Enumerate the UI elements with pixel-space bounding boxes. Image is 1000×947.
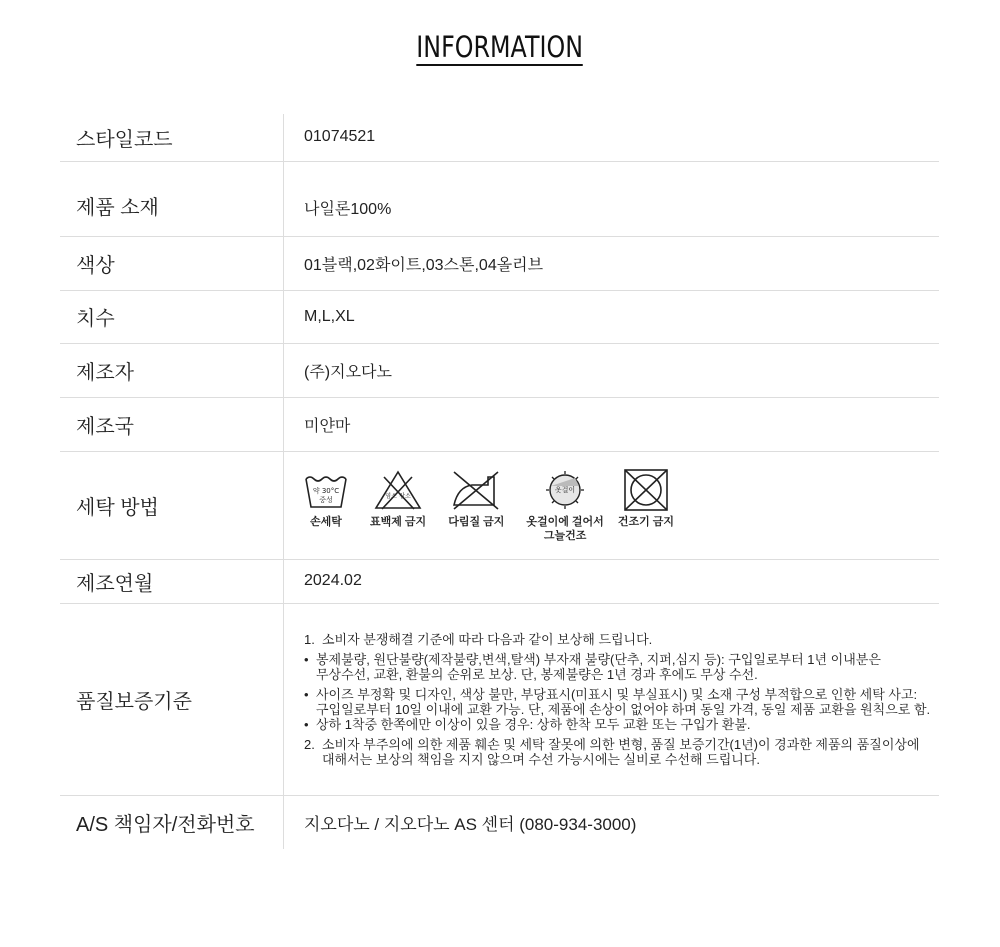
quality-cell [284,603,940,795]
no-tumble-dry-caption: 건조기 금지 [617,516,675,528]
quality-marker: • [304,651,309,667]
no-bleach-oxygen: 산소 [399,493,411,500]
quality-item-text [322,737,920,767]
wash-item-no-bleach [370,469,426,529]
hand-wash-detergent: 중성 [319,496,333,504]
quality-item-line-1: 소비자 부주의에 의한 제품 훼손 및 세탁 잘못에 의한 변형, 품질 보증기간(1년)이 경과한 제품의 품질이상에 [322,736,920,752]
color-value: 01블랙,02화이트,03스톤,04올리브 [304,256,544,274]
style-code-value: 01074521 [304,128,376,146]
wash-item-no-iron [448,469,504,529]
hang-dry-caption [526,515,603,543]
page-title: INFORMATION [416,30,584,64]
no-tumble-dry-icon [623,469,669,511]
row-maker [60,343,939,397]
row-quality [60,603,939,795]
quality-item-line-2: 구입일로부터 10일 이내에 교환 가능. 단, 제품에 손상이 없어야 하며 동일 가격, 동일 제품 교환을 원칙으로 함. [316,701,931,717]
quality-item-line-1: 사이즈 부정확 및 디자인, 색상 불만, 부당표시(미표시 및 부실표시) 및 소재 구성 부적합으로 인한 세탁 사고: [316,686,918,702]
no-iron-caption: 다림질 금지 [448,516,505,528]
product-info-table [60,114,939,849]
quality-item-text: 상하 1착중 한쪽에만 이상이 있을 경우: 상하 한착 모두 교환 또는 구입가 환불. [316,716,751,732]
no-bleach-caption: 표백제 금지 [370,516,427,528]
hand-wash-icon [304,469,348,511]
quality-marker: • [304,716,309,732]
row-size [60,290,939,343]
hang-dry-shade-icon [540,469,590,511]
quality-item-text: 소비자 분쟁해결 기준에 따라 다음과 같이 보상해 드립니다. [322,631,653,647]
row-color [60,236,939,290]
quality-item-line-2: 무상수선, 교환, 환불의 순위로 보상. 단, 봉제불량은 1년 경과 후에도 무상 수선. [316,666,758,682]
quality-marker: 2. [304,736,315,752]
row-material [60,161,939,236]
no-bleach-icon [374,469,422,511]
quality-marker: 1. [304,631,315,647]
quality-text [304,632,939,767]
quality-item-2 [304,737,939,767]
material-value: 나일론100% [304,201,392,218]
no-bleach-chlorine: 염소 [385,493,397,500]
wash-item-hand-wash [304,469,348,529]
size-label: 치수 [60,290,284,343]
hand-wash-temp: 약 30°C [312,487,340,495]
quality-item-line-2: 대해서는 보상의 책임을 지지 않으며 수선 가능시에는 실비로 수선해 드립니다. [322,751,760,767]
row-country [60,397,939,451]
wash-icons [304,467,939,543]
quality-item-bullet-2 [304,687,939,717]
quality-item-bullet-1 [304,652,939,682]
country-value: 미얀마 [304,417,351,435]
wash-item-hang-dry [526,469,603,543]
date-label: 제조연월 [60,559,284,603]
quality-item-text [316,652,881,682]
wash-item-no-tumble-dry [618,469,674,529]
no-iron-icon [450,469,502,511]
quality-item-1 [304,632,939,647]
quality-item-line-1: 봉제불량, 원단불량(제작불량,변색,탈색) 부자재 불량(단추, 지퍼,심지 등): 구입일로부터 1년 이내분은 [316,651,881,667]
row-wash [60,451,939,559]
hang-dry-caption-line-1: 옷걸이에 걸어서 [526,516,604,528]
row-style-code [60,114,939,161]
as-label: A/S 책임자/전화번호 [60,795,284,849]
quality-label: 품질보증기준 [60,603,284,795]
hang-dry-caption-line-2: 그늘건조 [543,530,587,542]
as-value: 지오다노 / 지오다노 AS 센터 (080-934-3000) [304,814,637,834]
size-value: M,L,XL [304,307,355,325]
wash-label: 세탁 방법 [60,451,284,559]
color-label: 색상 [60,236,284,290]
maker-value: (주)지오다노 [304,363,392,381]
quality-marker: • [304,686,309,702]
page-header [0,30,1000,66]
hang-dry-inner-label: 옷걸이 [554,486,576,494]
material-label: 제품 소재 [60,161,284,236]
quality-item-bullet-3 [304,717,939,732]
date-value: 2024.02 [304,572,362,589]
wash-icons-cell [284,451,940,559]
row-as [60,795,939,849]
row-date [60,559,939,603]
quality-item-text [316,687,930,717]
hand-wash-caption: 손세탁 [310,516,342,528]
maker-label: 제조자 [60,343,284,397]
country-label: 제조국 [60,397,284,451]
style-code-label: 스타일코드 [60,114,284,161]
